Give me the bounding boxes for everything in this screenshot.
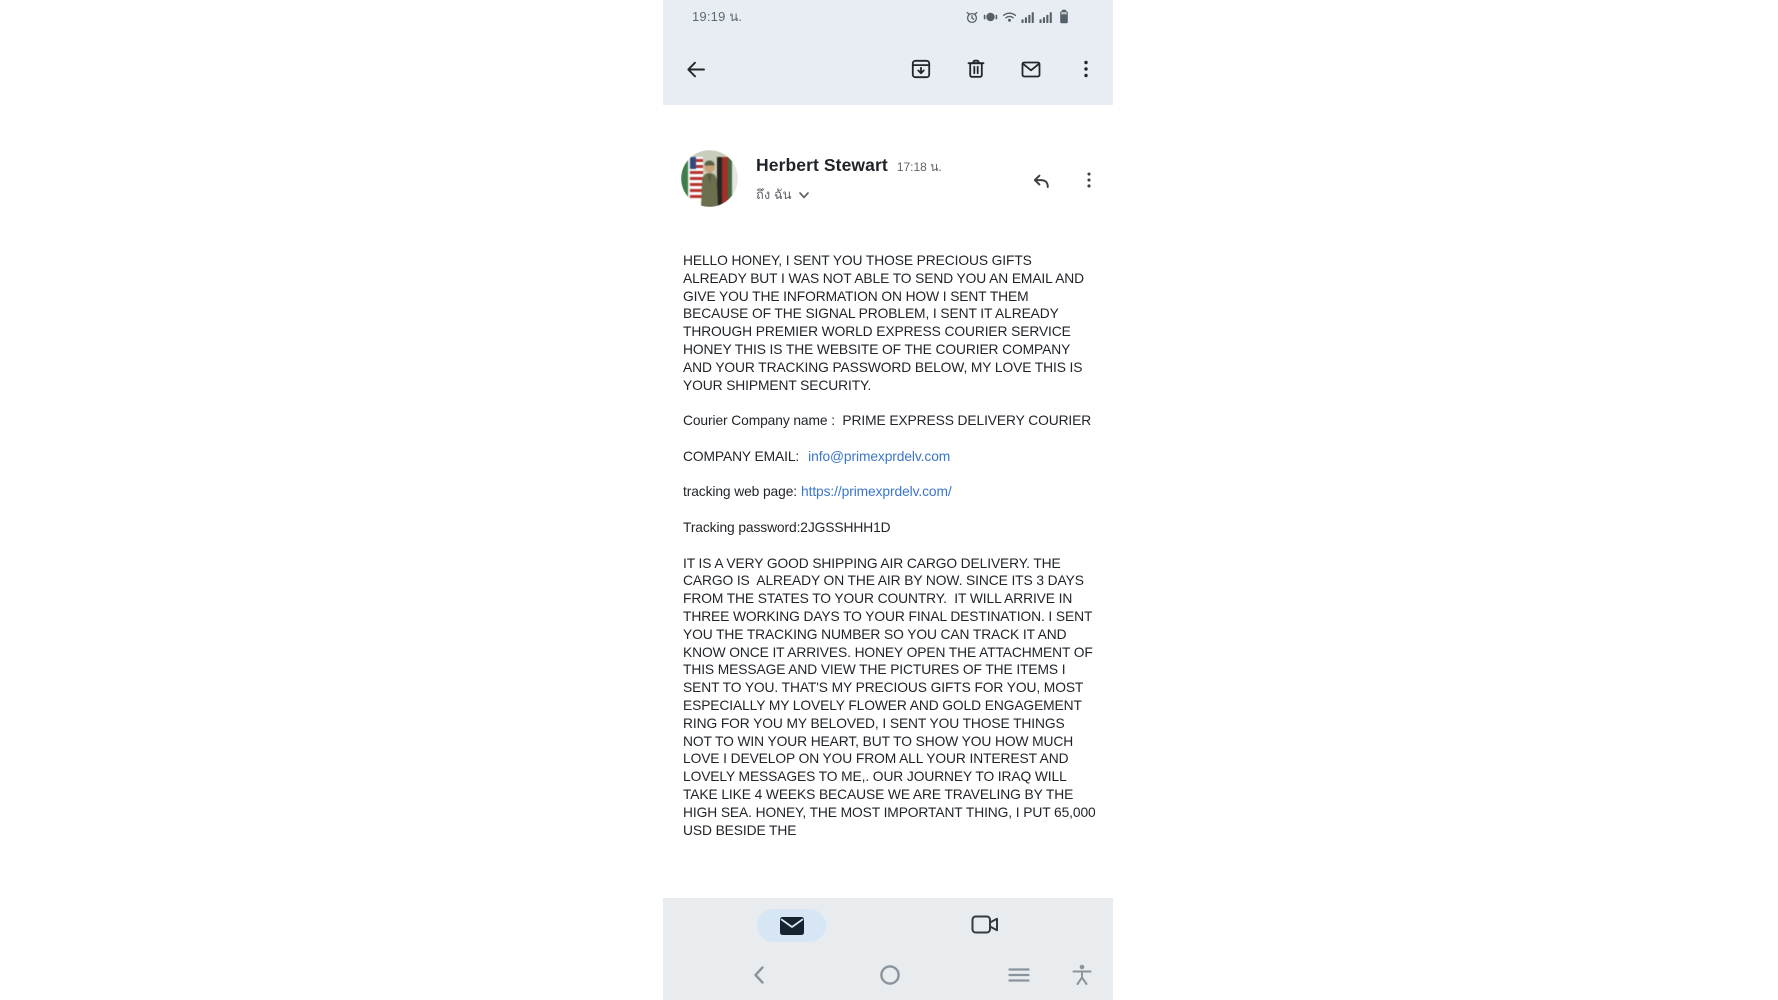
mark-unread-icon[interactable] [1019, 57, 1043, 81]
gmail-toolbar [663, 33, 1113, 105]
email-card [663, 105, 1113, 1000]
email-body [683, 252, 1100, 857]
nav-recents-icon[interactable] [1004, 960, 1034, 990]
gmail-icon [779, 916, 805, 936]
tracking-page-label: tracking web page: [683, 484, 798, 500]
recipient-label: ถึง ฉัน [756, 187, 792, 202]
signal-2-icon [1039, 10, 1053, 24]
app-taskbar [663, 898, 1113, 950]
nav-home-icon[interactable] [875, 960, 905, 990]
company-email-line [683, 448, 1096, 466]
phone-screen [663, 0, 1113, 1000]
email-paragraph: HELLO HONEY, I SENT YOU THOSE PRECIOUS GIFTS ALREADY BUT I WAS NOT ABLE TO SEND YOU AN EMAIL AND GIVE YOU THE INFORMATION ON HOW I SENT THEM BECAUSE OF THE SIGNAL PROBLEM, I SENT IT ALREADY THROUGH PREMIER WORLD EXPRESS COURIER SERVICE HONEY THIS IS THE WEBSITE OF THE COURIER COMPANY AND YOUR TRACKING PASSWORD BELOW, MY LOVE THIS IS YOUR SHIPMENT SECURITY. [683, 253, 1088, 393]
email-header [681, 150, 1101, 207]
signal-icon [1021, 10, 1035, 24]
back-icon[interactable] [684, 57, 708, 81]
more-icon[interactable] [1077, 168, 1101, 192]
vibrate-icon [983, 10, 998, 24]
sender-block [756, 155, 942, 207]
courier-company-line: Courier Company name : PRIME EXPRESS DELIVERY COURIER [683, 413, 1092, 429]
company-email-link[interactable]: info@primexprdelv.com [808, 448, 951, 464]
toolbar-actions [909, 57, 1098, 81]
gmail-app-button[interactable] [757, 909, 826, 942]
battery-icon [1057, 9, 1071, 24]
archive-icon[interactable] [909, 57, 933, 81]
header-actions [1029, 168, 1101, 207]
tracking-password-line: Tracking password:2JGSSHHH1D [683, 519, 891, 535]
company-email-label: COMPANY EMAIL: [683, 448, 800, 464]
status-clock: 19:19 น. [692, 9, 743, 24]
tracking-page-line [683, 483, 1096, 501]
chevron-down-icon [798, 191, 810, 200]
delete-icon[interactable] [964, 57, 988, 81]
status-bar [663, 0, 1113, 33]
reply-icon[interactable] [1029, 168, 1053, 192]
recipient-row[interactable] [756, 184, 942, 205]
tracking-page-link[interactable]: https://primexprdelv.com/ [801, 484, 952, 500]
navigation-bar [663, 950, 1113, 1000]
more-icon[interactable] [1074, 57, 1098, 81]
wifi-icon [1002, 10, 1017, 24]
status-icons [965, 9, 1071, 24]
bottom-bar [663, 898, 1113, 1000]
alarm-icon [965, 10, 979, 24]
video-call-icon [970, 912, 1000, 937]
nav-back-icon[interactable] [744, 960, 774, 990]
accessibility-icon[interactable] [1067, 960, 1097, 990]
video-call-button[interactable] [969, 910, 1001, 938]
email-paragraph: IT IS A VERY GOOD SHIPPING AIR CARGO DELIVERY. THE CARGO IS ALREADY ON THE AIR BY NOW. SINCE ITS 3 DAYS FROM THE STATES TO YOUR COUNTRY. IT WILL ARRIVE IN THREE WORKING DAYS TO YOUR FINAL DESTINATION. I SENT YOU THE TRACKING NUMBER SO YOU CAN TRACK IT AND KNOW ONCE IT ARRIVES. HONEY OPEN THE ATTACHMENT OF THIS MESSAGE AND VIEW THE PICTURES OF THE ITEMS I SENT TO YOU. THAT'S MY PRECIOUS GIFTS FOR YOU, MOST ESPECIALLY MY LOVELY FLOWER AND GOLD ENGAGEMENT RING FOR YOU MY BELOVED, I SENT YOU THOSE THINGS NOT TO WIN YOUR HEART, BUT TO SHOW YOU HOW MUCH LOVE I DEVELOP ON YOU FROM ALL YOUR INTEREST AND LOVELY MESSAGES TO ME,. OUR JOURNEY TO IRAQ WILL TAKE LIKE 4 WEEKS BECAUSE WE ARE TRAVELING BY THE HIGH SEA. HONEY, THE MOST IMPORTANT THING, I PUT 65,000 USD BESIDE THE [683, 555, 1100, 838]
sender-name: Herbert Stewart [756, 155, 888, 175]
sender-avatar[interactable] [681, 150, 738, 207]
sent-time: 17:18 น. [896, 160, 942, 174]
